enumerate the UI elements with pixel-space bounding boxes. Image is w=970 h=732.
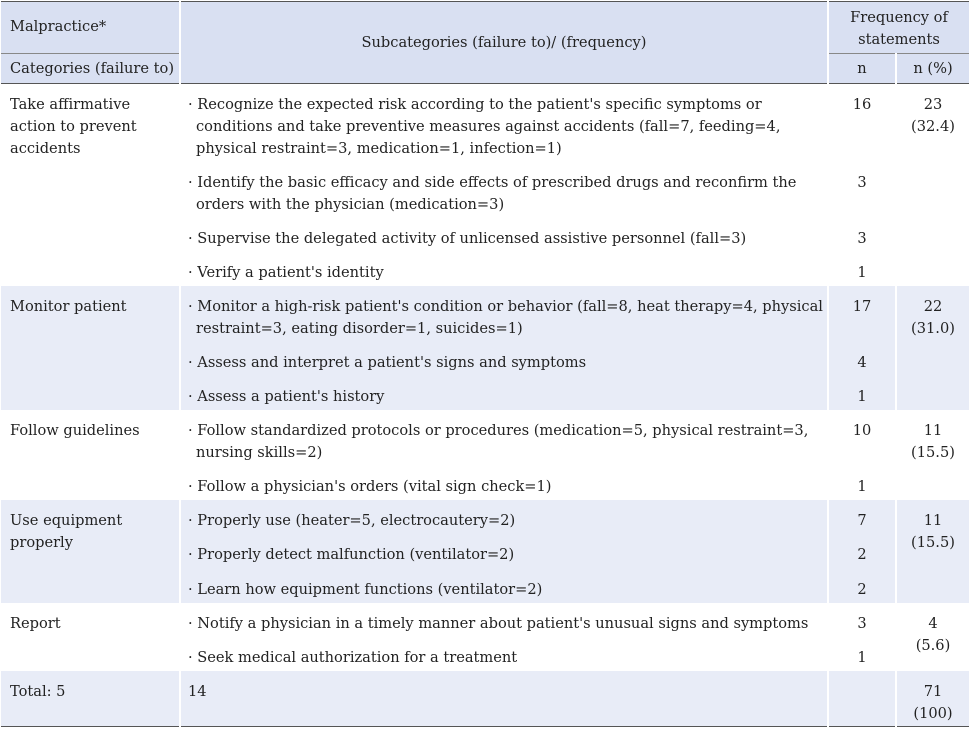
- n-cell: 7: [828, 500, 896, 534]
- total-row: [1, 671, 969, 727]
- subcategory-cell: [180, 534, 828, 569]
- subcategory-cell: [180, 342, 828, 376]
- group-percent: (32.4): [911, 118, 955, 135]
- category-cell: Use equipment properly: [10, 511, 123, 551]
- table-row: [1, 500, 969, 534]
- grand-total: 71: [923, 682, 943, 700]
- subcategory-text: · Identify the basic efficacy and side effects of prescribed drugs and reconfirm the orders with the physician (medication=3): [188, 173, 797, 213]
- header-categories: Categories (failure to): [10, 60, 175, 77]
- subcategory-cell: [180, 466, 828, 500]
- group-total: 11: [923, 421, 943, 439]
- subcategory-text: · Properly detect malfunction (ventilator=2): [188, 545, 515, 563]
- grand-total-percent: (100): [913, 704, 953, 722]
- n-cell: 3: [828, 218, 896, 252]
- n-cell: 17: [828, 286, 896, 342]
- subcategory-text: · Follow a physician's orders (vital sign check=1): [188, 477, 552, 495]
- percent-cell: [896, 603, 969, 671]
- table-body: [1, 84, 969, 727]
- group-percent: (15.5): [911, 443, 955, 461]
- n-cell: 2: [828, 534, 896, 569]
- table-row: [1, 84, 969, 162]
- n-cell: 1: [828, 466, 896, 500]
- subcategory-cell: [180, 218, 828, 252]
- table-row: [1, 286, 969, 342]
- group-total: 22: [923, 297, 943, 315]
- group-total: 23: [923, 96, 943, 113]
- n-cell: 1: [828, 637, 896, 671]
- group-percent: (31.0): [911, 319, 955, 337]
- total-percent-cell: [896, 671, 969, 727]
- total-n-cell: [828, 671, 896, 727]
- subcategory-text: · Learn how equipment functions (ventilator=2): [188, 580, 543, 598]
- subcategory-text: · Recognize the expected risk according to the patient's specific symptoms or conditions and take preventive measures against accidents (fall=7, feeding=4, physical restraint=3, medication=1, infection=1): [188, 96, 781, 157]
- percent-cell: [896, 410, 969, 500]
- group-percent: (5.6): [915, 636, 951, 654]
- category-cell: Report: [10, 614, 61, 632]
- subcategory-text: · Verify a patient's identity: [188, 263, 384, 281]
- n-cell: 16: [828, 84, 896, 162]
- percent-cell: [896, 500, 969, 603]
- subcategory-cell: [180, 252, 828, 286]
- header-frequency-label: Frequency of statements: [850, 9, 948, 48]
- category-cell: Monitor patient: [10, 297, 127, 315]
- subcategory-cell: [180, 410, 828, 466]
- header-n-pct: n (%): [896, 54, 969, 84]
- total-label: Total: 5: [1, 671, 180, 727]
- subcategory-text: · Monitor a high-risk patient's condition or behavior (fall=8, heat therapy=4, physical restraint=3, eating disorder=1, suicides=1): [188, 297, 823, 337]
- percent-cell: [896, 286, 969, 410]
- subcategory-text: · Seek medical authorization for a treatment: [188, 648, 518, 666]
- group-percent: (15.5): [911, 533, 955, 551]
- subcategory-text: · Assess and interpret a patient's signs and symptoms: [188, 353, 587, 371]
- header-frequency: [828, 2, 969, 54]
- header-malpractice: Malpractice*: [1, 2, 180, 54]
- table-row: [1, 603, 969, 637]
- subcategory-cell: [180, 376, 828, 410]
- header-n: n: [828, 54, 896, 84]
- n-cell: 1: [828, 376, 896, 410]
- n-cell: 10: [828, 410, 896, 466]
- subcategory-cell: [180, 162, 828, 218]
- subcategory-text: · Properly use (heater=5, electrocautery=2): [188, 511, 516, 529]
- header-subcategories: Subcategories (failure to)/ (frequency): [180, 2, 828, 84]
- n-cell: 2: [828, 569, 896, 603]
- total-subcategory-count: 14: [180, 671, 828, 727]
- subcategory-cell: [180, 286, 828, 342]
- n-cell: 1: [828, 252, 896, 286]
- n-cell: 3: [828, 603, 896, 637]
- subcategory-cell: [180, 603, 828, 637]
- group-total: 11: [923, 511, 943, 529]
- table-row: [1, 410, 969, 466]
- subcategory-cell: [180, 569, 828, 603]
- subcategory-cell: [180, 637, 828, 671]
- malpractice-table: [1, 1, 969, 727]
- subcategory-text: · Notify a physician in a timely manner about patient's unusual signs and symptoms: [188, 614, 809, 632]
- subcategory-cell: [180, 84, 828, 162]
- subcategory-cell: [180, 500, 828, 534]
- subcategory-text: · Assess a patient's history: [188, 387, 385, 405]
- subcategory-text: · Follow standardized protocols or procedures (medication=5, physical restraint=3, nursing skills=2): [188, 421, 809, 461]
- category-cell: Follow guidelines: [10, 421, 140, 439]
- group-total: 4: [928, 614, 938, 632]
- percent-cell: [896, 84, 969, 286]
- category-cell: Take affirmative action to prevent accidents: [1, 84, 180, 286]
- n-cell: 3: [828, 162, 896, 218]
- subcategory-text: · Supervise the delegated activity of unlicensed assistive personnel (fall=3): [188, 229, 747, 247]
- n-cell: 4: [828, 342, 896, 376]
